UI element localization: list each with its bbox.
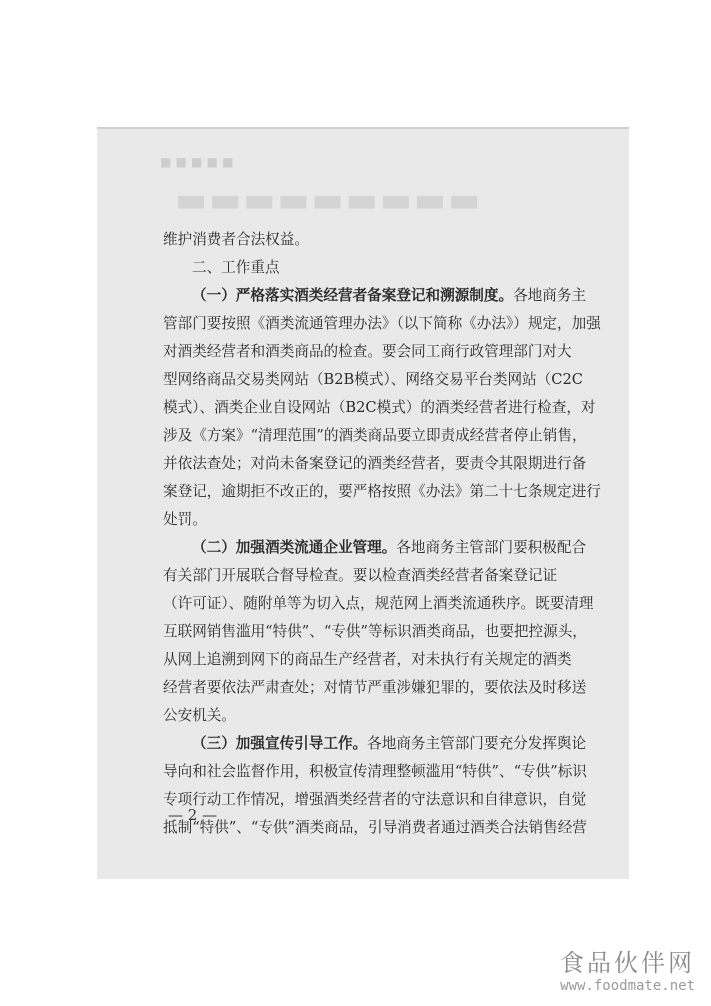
paragraph-line: 有关部门开展联合督导检查。要以检查酒类经营者备案登记证 — [163, 567, 558, 584]
section-heading: 二、工作重点 — [192, 259, 280, 276]
paragraph-line: 案登记，逾期拒不改正的，要严格按照《办法》第二十七条规定进行 — [163, 483, 601, 500]
paragraph-1 — [163, 282, 601, 534]
bleed-through-text-small: ■ ■ ■ ■ ■ — [160, 155, 234, 169]
paragraph-line: 抵制“特供”、“专供”酒类商品，引导消费者通过酒类合法销售经营 — [163, 819, 587, 836]
paragraph-line: 从网上追溯到网下的商品生产经营者，对未执行有关规定的酒类 — [163, 651, 572, 668]
page-number: — 2 — — [168, 806, 218, 824]
bleed-through-title: ▬▬▬▬▬▬▬▬▬ — [175, 180, 483, 220]
paragraph-line: 互联网销售滥用“特供”、“专供”等标识酒类商品，也要把控源头， — [163, 623, 587, 640]
paragraph-line: 各地商务主管部门要充分发挥舆论 — [367, 735, 587, 752]
paragraph-line: 型网络商品交易类网站（B2B模式）、网络交易平台类网站（C2C — [163, 371, 583, 388]
paragraph-line: 管部门要按照《酒类流通管理办法》（以下简称《办法》）规定，加强 — [163, 315, 601, 332]
paragraph-line: （许可证）、随附单等为切入点，规范网上酒类流通秩序。既要清理 — [163, 595, 594, 612]
paragraph-line: 经营者要依法严肃查处；对情节严重涉嫌犯罪的，要依法及时移送 — [163, 679, 587, 696]
paragraph-line: 专项行动工作情况，增强酒类经营者的守法意识和自律意识，自觉 — [163, 791, 587, 808]
watermark-url: www.foodmate.net — [560, 978, 695, 994]
paragraph-line: 涉及《方案》“清理范围”的酒类商品要立即责成经营者停止销售， — [163, 427, 587, 444]
paragraph-2 — [163, 534, 594, 730]
paragraph-line: 公安机关。 — [163, 707, 236, 724]
paragraph-line: 模式）、酒类企业自设网站（B2C模式）的酒类经营者进行检查，对 — [163, 399, 596, 416]
paragraph-3-title: （三）加强宣传引导工作。 — [192, 735, 368, 752]
paragraph-line: 并依法查处；对尚未备案登记的酒类经营者，要责令其限期进行备 — [163, 455, 587, 472]
paragraph-1-title: （一）严格落实酒类经营者备案登记和溯源制度。 — [192, 287, 514, 304]
watermark — [560, 943, 695, 994]
paragraph-line: 各地商务主 — [513, 287, 587, 304]
paragraph-line: 对酒类经营者和酒类商品的检查。要会同工商行政管理部门对大 — [163, 343, 572, 360]
paragraph-line: 导向和社会监督作用，积极宣传清理整顿滥用“特供”、“专供”标识 — [163, 763, 587, 780]
paragraph-line: 各地商务主管部门要积极配合 — [396, 539, 587, 556]
paragraph-3 — [163, 730, 585, 842]
paragraph-2-title: （二）加强酒类流通企业管理。 — [192, 539, 397, 556]
document-body — [163, 226, 601, 842]
intro-line: 维护消费者合法权益。 — [163, 231, 309, 248]
page-top-edge — [97, 127, 629, 129]
watermark-site-name: 食品伙伴网 — [560, 949, 695, 977]
paragraph-line: 处罚。 — [163, 511, 207, 528]
